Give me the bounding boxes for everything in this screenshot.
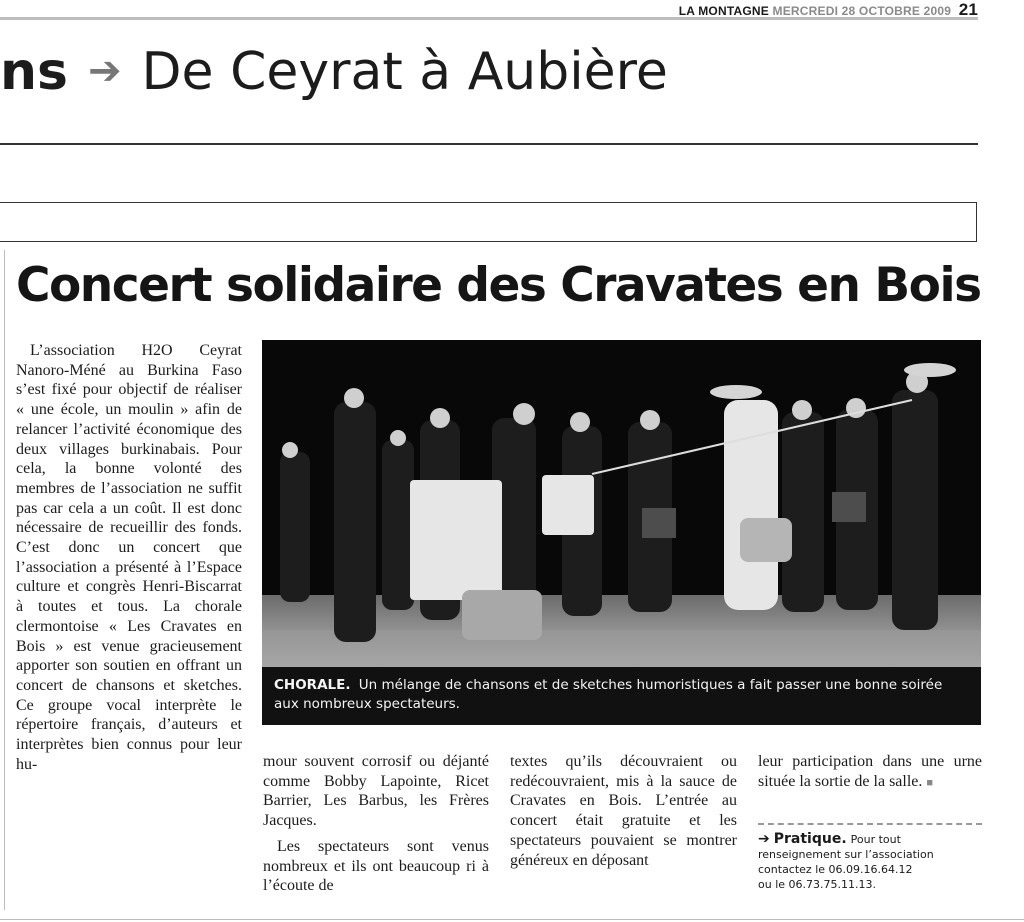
- caption-lead: CHORALE.: [274, 677, 351, 693]
- banner-box: [0, 202, 977, 242]
- article-headline: Concert solidaire des Cravates en Bois: [16, 258, 981, 313]
- section-rule: [0, 143, 978, 145]
- photo-caption: [262, 667, 981, 725]
- pratique-contact: contactez le 06.09.16.64.12: [758, 863, 913, 876]
- top-rule: [0, 17, 978, 20]
- article-column-4: [758, 752, 982, 793]
- pratique-line: renseignement sur l’association: [758, 848, 934, 861]
- paragraph: textes qu’ils découvraient ou redécouvraient, mis à la sauce de Cravates en Bois. L’entrée au concert était gratuite et les spectateurs pouvaient se montrer généreux en déposant: [510, 753, 737, 869]
- paragraph: mour souvent corrosif ou déjanté comme Bobby Lapointe, Ricet Barrier, Les Barbus, les Frères Jacques.: [263, 753, 489, 830]
- issue-date: MERCREDI 28 OCTOBRE 2009: [772, 4, 952, 18]
- pratique-label: Pratique.: [773, 831, 847, 847]
- section-cut-text: ns: [0, 42, 68, 102]
- pratique-contact: ou le 06.73.75.11.13.: [758, 878, 876, 891]
- caption-text: Un mélange de chansons et de sketches humoristiques a fait passer une bonne soirée aux nombreux spectateurs.: [274, 677, 943, 712]
- section-header: [0, 42, 668, 122]
- paragraph: [758, 752, 982, 793]
- paragraph: Les spectateurs sont venus nombreux et ils ont beaucoup ri à l’écoute de: [263, 837, 489, 895]
- article-column-1: [16, 341, 242, 774]
- page-number: 21: [958, 0, 978, 19]
- pratique-rule: [758, 823, 982, 825]
- article-photo: [262, 340, 981, 725]
- pratique-box: [758, 832, 984, 892]
- article-column-3: [510, 752, 737, 870]
- arrow-right-icon: ➔: [87, 48, 122, 94]
- column-rule: [4, 250, 5, 910]
- end-mark: ■: [926, 776, 934, 789]
- masthead: [678, 0, 978, 19]
- newspaper-name: LA MONTAGNE: [678, 4, 769, 18]
- article-column-2: [263, 752, 489, 896]
- arrow-right-icon: ➔: [758, 831, 770, 847]
- closing-text: leur participation dans une urne située la sortie de la salle.: [758, 753, 982, 790]
- section-title: De Ceyrat à Aubière: [141, 42, 668, 102]
- paragraph: L’association H2O Ceyrat Nanoro-Méné au Burkina Faso s’est fixé pour objectif de réaliser « une école, un moulin » afin de relancer l’activité économique des deux villages burkinabais. Pour cela, la bonne volonté des membres de l’association ne suffit pas car cela a un coût. Il est donc nécessaire de recueillir des fonds. C’est donc un concert que l’association a présenté à l’Espace culture et congrès Henri-Biscarrat à toutes et tous. La chorale clermontoise « Les Cravates en Bois » est venue gracieusement apporter son soutien en offrant un concert de chansons et sketches. Ce groupe vocal interprète le répertoire français, d’auteurs et interprètes bien connus pour leur hu-: [16, 342, 242, 773]
- choir-photo-illustration: [262, 340, 981, 667]
- pratique-line: Pour tout: [850, 833, 901, 846]
- bottom-rule: [0, 919, 1024, 920]
